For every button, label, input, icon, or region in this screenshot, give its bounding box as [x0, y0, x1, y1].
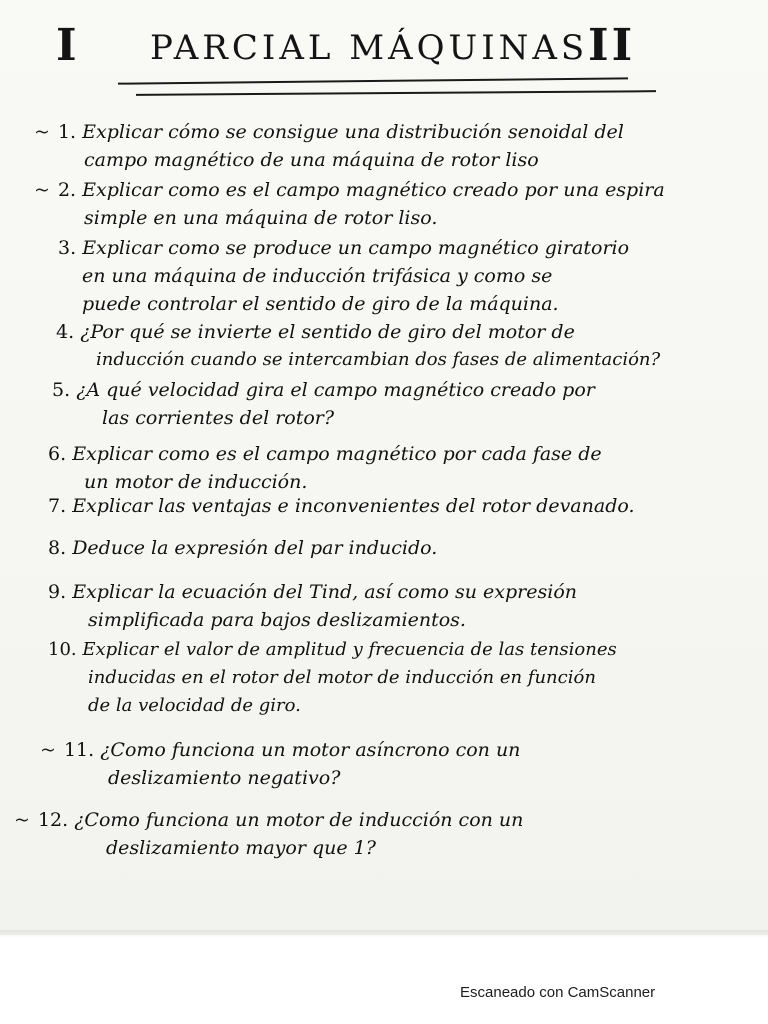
question-line: un motor de inducción. — [84, 471, 308, 493]
question-number: 12. — [37, 809, 69, 831]
scanner-watermark: Escaneado con CamScanner — [460, 984, 656, 1001]
question-line: Explicar el valor de amplitud y frecuencia de las tensiones — [82, 639, 617, 660]
question-6 — [46, 440, 746, 496]
question-5 — [50, 376, 750, 432]
question-line: deslizamiento negativo? — [108, 767, 341, 789]
question-8 — [46, 534, 746, 562]
page-edge-shadow — [0, 930, 768, 938]
title-roman-left: I — [56, 20, 80, 71]
question-line: deslizamiento mayor que 1? — [106, 837, 376, 859]
question-line: Explicar como es el campo magnético creado por una espira — [82, 179, 665, 201]
question-7 — [46, 492, 746, 520]
question-line: simple en una máquina de rotor liso. — [84, 207, 438, 229]
question-line: en una máquina de inducción trifásica y como se — [82, 265, 553, 287]
question-marker: ~ — [14, 809, 30, 831]
question-line: inducción cuando se intercambian dos fases de alimentación? — [96, 349, 661, 370]
question-line: ¿Como funciona un motor de inducción con un — [74, 809, 524, 831]
question-2 — [34, 176, 734, 232]
question-marker: ~ — [34, 121, 50, 143]
question-line: Explicar las ventajas e inconvenientes del rotor devanado. — [72, 495, 635, 517]
question-11 — [40, 736, 740, 792]
question-line: puede controlar el sentido de giro de la máquina. — [82, 293, 559, 315]
question-10 — [46, 636, 746, 720]
question-line: ¿A qué velocidad gira el campo magnético creado por — [76, 379, 595, 401]
question-4 — [54, 318, 754, 374]
question-number: 6. — [48, 443, 67, 465]
question-1 — [34, 118, 734, 174]
question-line: ¿Por qué se invierte el sentido de giro del motor de — [80, 321, 575, 343]
question-line: Explicar cómo se consigue una distribución senoidal del — [82, 121, 624, 143]
question-marker: ~ — [34, 179, 50, 201]
question-line: Deduce la expresión del par inducido. — [72, 537, 438, 559]
title-text: PARCIAL MÁQUINAS — [150, 28, 589, 68]
question-number: 8. — [48, 537, 67, 559]
question-3 — [56, 234, 756, 318]
question-number: 9. — [48, 581, 67, 603]
question-marker: ~ — [40, 739, 56, 761]
question-line: inducidas en el rotor del motor de inducción en función — [88, 667, 596, 688]
question-line: campo magnético de una máquina de rotor liso — [84, 149, 539, 171]
question-number: 5. — [52, 379, 71, 401]
question-line: ¿Como funciona un motor asíncrono con un — [100, 739, 521, 761]
title-roman-right: II — [588, 20, 636, 71]
question-line: simplificada para bajos deslizamientos. — [88, 609, 466, 631]
question-number: 10. — [48, 639, 77, 660]
question-line: Explicar la ecuación del Tind, así como su expresión — [72, 581, 578, 603]
question-number: 1. — [57, 121, 77, 143]
question-number: 7. — [48, 495, 67, 517]
question-9 — [46, 578, 746, 634]
question-number: 3. — [58, 237, 77, 259]
question-number: 4. — [56, 321, 75, 343]
question-line: las corrientes del rotor? — [102, 407, 335, 429]
question-12 — [14, 806, 714, 862]
question-number: 11. — [63, 739, 95, 761]
question-line: Explicar como es el campo magnético por cada fase de — [72, 443, 602, 465]
question-number: 2. — [57, 179, 77, 201]
question-line: de la velocidad de giro. — [88, 695, 301, 716]
question-line: Explicar como se produce un campo magnético giratorio — [82, 237, 630, 259]
